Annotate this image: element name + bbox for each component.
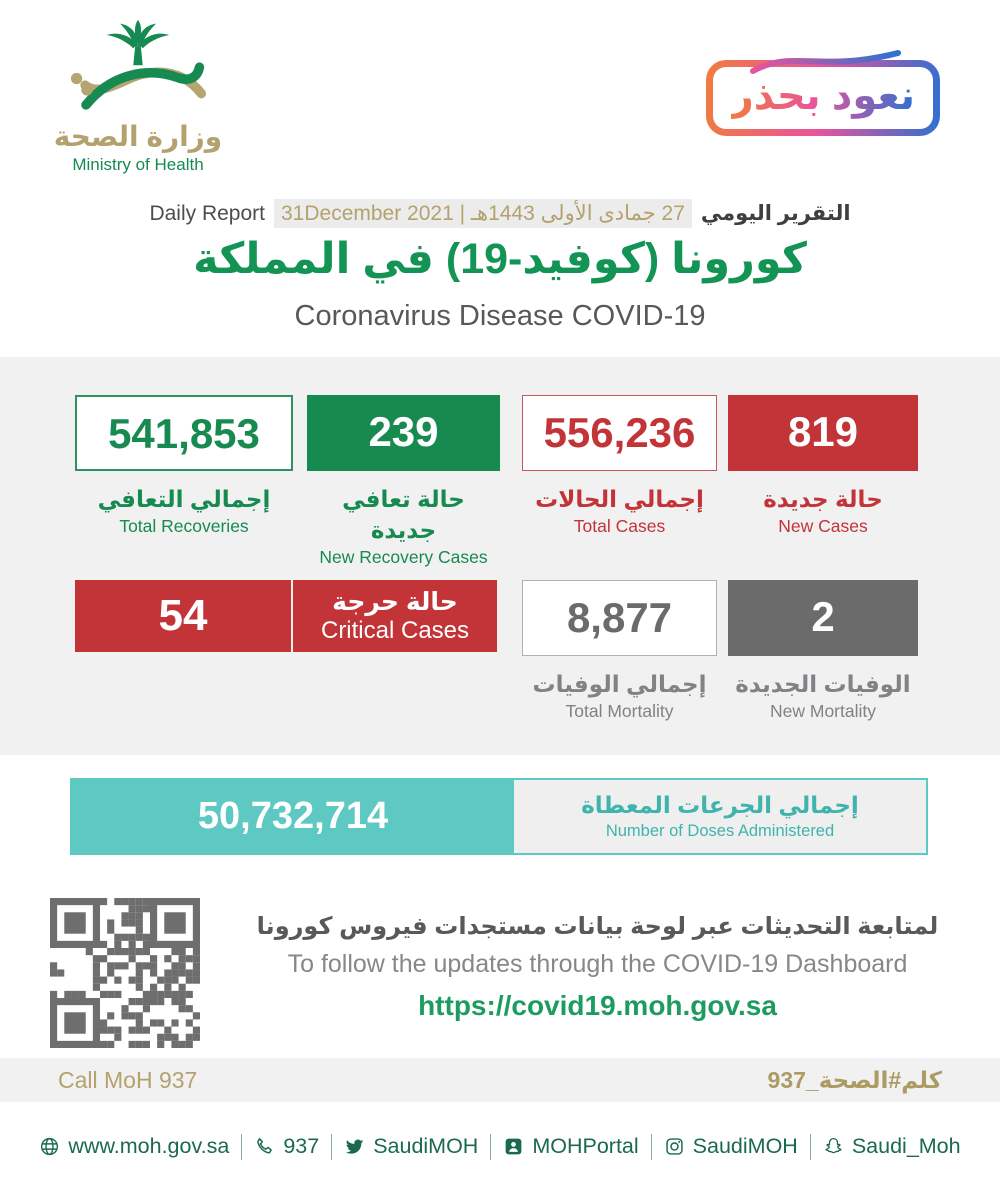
total-recoveries-label-en: Total Recoveries bbox=[119, 516, 249, 537]
twitter-icon bbox=[344, 1136, 365, 1157]
new-cases-label-ar: حالة جديدة bbox=[763, 486, 883, 512]
phone-icon bbox=[254, 1136, 275, 1157]
separator bbox=[490, 1134, 491, 1160]
link-moh-website[interactable] bbox=[39, 1134, 229, 1159]
doses-label-en: Number of Doses Administered bbox=[605, 821, 835, 840]
call-moh-label: Call MoH 937 bbox=[58, 1066, 198, 1093]
total-cases-label-ar: إجمالي الحالات bbox=[535, 486, 704, 512]
stat-card-new-recovery-cases bbox=[307, 395, 500, 570]
critical-cases-value: 54 bbox=[75, 580, 293, 652]
total-mortality-value: 8,877 bbox=[522, 580, 717, 656]
critical-cases-label-ar: حالة حرجة bbox=[332, 587, 458, 616]
dashboard-note-en: To follow the updates through the COVID-19 Dashboard bbox=[287, 950, 908, 978]
total-recoveries-label-ar: إجمالي التعافي bbox=[97, 486, 271, 512]
doses-label-ar: إجمالي الجرعات المعطاة bbox=[581, 791, 859, 818]
link-label: MOHPortal bbox=[532, 1134, 639, 1158]
stat-card-total-recoveries bbox=[75, 395, 293, 539]
link-label: SaudiMOH bbox=[692, 1134, 798, 1158]
link-label: SaudiMOH bbox=[373, 1134, 479, 1158]
total-mortality-label-en: Total Mortality bbox=[565, 701, 674, 722]
new-recovery-cases-label-en: New Recovery Cases bbox=[319, 547, 488, 568]
report-date: 27 جمادى الأولى 1443هـ | 31December 2021 bbox=[274, 199, 692, 228]
new-mortality-label-en: New Mortality bbox=[770, 701, 876, 722]
separator bbox=[331, 1134, 332, 1160]
link-twitter[interactable] bbox=[344, 1134, 478, 1159]
dashboard-url-link[interactable]: https://covid19.moh.gov.sa bbox=[418, 990, 777, 1021]
critical-cases-bar bbox=[75, 580, 497, 652]
link-moh-portal[interactable] bbox=[503, 1134, 638, 1159]
new-mortality-value: 2 bbox=[728, 580, 918, 656]
logo-title-english: Ministry of Health bbox=[72, 155, 204, 174]
moh-logo bbox=[38, 18, 238, 175]
instagram-icon bbox=[664, 1136, 685, 1157]
report-date-line bbox=[0, 199, 1000, 228]
total-mortality-label-ar: إجمالي الوفيات bbox=[532, 671, 707, 697]
separator bbox=[810, 1134, 811, 1160]
return-with-caution-badge bbox=[706, 60, 940, 136]
link-instagram[interactable] bbox=[664, 1134, 798, 1159]
doses-value: 50,732,714 bbox=[72, 780, 514, 853]
link-label: www.moh.gov.sa bbox=[68, 1134, 230, 1158]
stat-card-total-mortality bbox=[522, 580, 717, 724]
snapchat-icon bbox=[823, 1136, 844, 1157]
link-snapchat[interactable] bbox=[823, 1134, 961, 1159]
new-recovery-cases-label-ar: حالة تعافي جديدة bbox=[342, 486, 465, 544]
call-moh-strip bbox=[0, 1058, 1000, 1102]
daily-report-label-en: Daily Report bbox=[149, 201, 265, 225]
stats-section bbox=[0, 357, 1000, 755]
stat-card-total-cases bbox=[522, 395, 717, 539]
dashboard-note-ar: لمتابعة التحديثات عبر لوحة بيانات مستجدات فيروس كورونا bbox=[256, 913, 939, 940]
page-title-english: Coronavirus Disease COVID-19 bbox=[294, 300, 706, 332]
new-cases-value: 819 bbox=[728, 395, 918, 471]
logo-title-arabic: وزارة الصحة bbox=[53, 121, 223, 152]
mohportal-app-icon bbox=[503, 1136, 524, 1157]
page-title-arabic: كورونا (كوفيد-19) في المملكة bbox=[193, 235, 807, 283]
moh-hashtag: كلم#الصحة_937 bbox=[767, 1066, 942, 1093]
doses-administered-bar bbox=[70, 778, 928, 855]
link-label: Saudi_Moh bbox=[851, 1134, 961, 1158]
moh-emblem-icon bbox=[53, 18, 223, 122]
critical-cases-label-en: Critical Cases bbox=[320, 616, 470, 644]
new-recovery-cases-value: 239 bbox=[307, 395, 500, 471]
link-label: 937 bbox=[283, 1134, 320, 1158]
separator bbox=[651, 1134, 652, 1160]
dashboard-section bbox=[0, 880, 1000, 1058]
total-recoveries-value: 541,853 bbox=[75, 395, 293, 471]
globe-icon bbox=[39, 1136, 60, 1157]
stat-card-new-mortality bbox=[728, 580, 918, 724]
total-cases-label-en: Total Cases bbox=[573, 516, 666, 537]
qr-code bbox=[50, 898, 200, 1048]
badge-text: نعود بحذر bbox=[730, 74, 915, 118]
stat-card-new-cases bbox=[728, 395, 918, 539]
daily-report-label-ar: التقرير اليومي bbox=[700, 202, 851, 225]
separator bbox=[241, 1134, 242, 1160]
new-cases-label-en: New Cases bbox=[778, 516, 868, 537]
new-mortality-label-ar: الوفيات الجديدة bbox=[735, 671, 911, 697]
link-phone-937[interactable] bbox=[254, 1134, 319, 1159]
social-links-bar bbox=[0, 1102, 1000, 1191]
total-cases-value: 556,236 bbox=[522, 395, 717, 471]
